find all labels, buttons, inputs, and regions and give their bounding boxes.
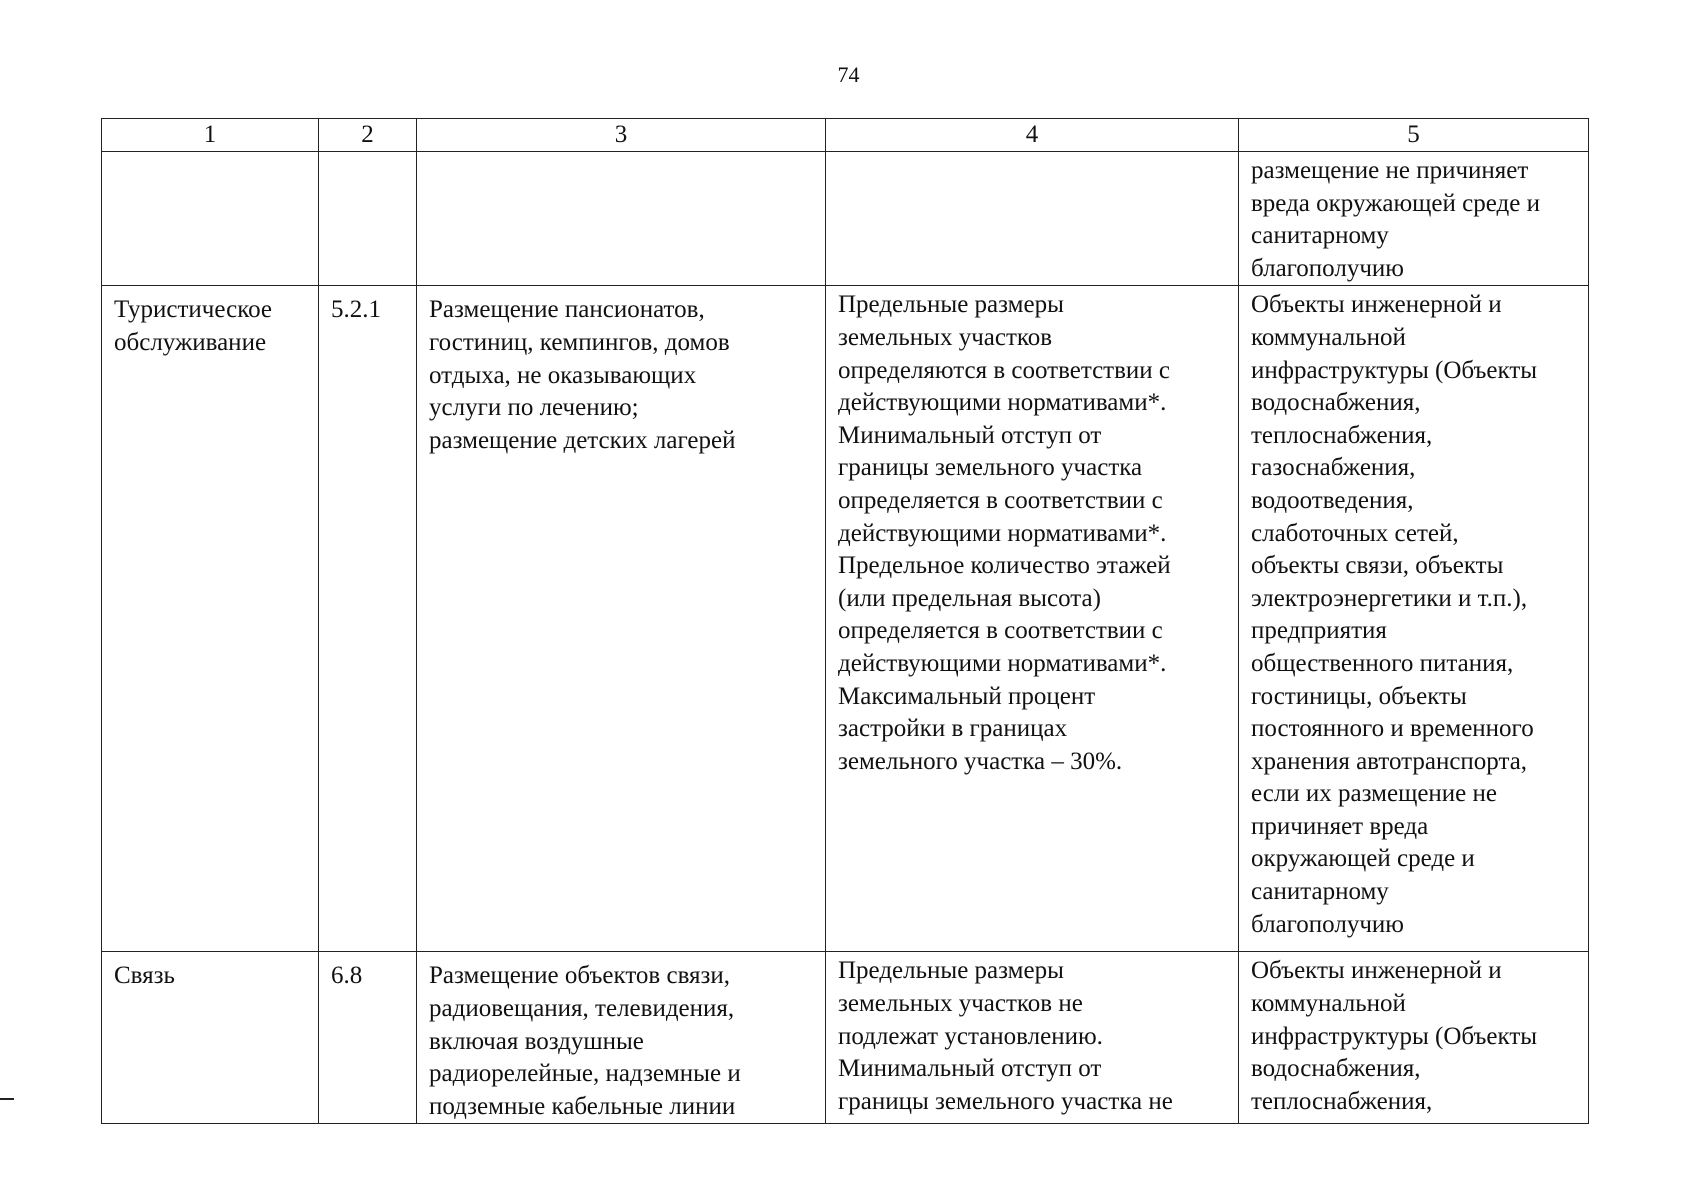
table-row [102, 952, 1589, 1124]
text-line: окружающей среде и [1251, 845, 1475, 873]
text-line: инфраструктуры (Объекты [1251, 356, 1538, 384]
cell-description [417, 152, 826, 286]
text-line: Максимальный процент [838, 682, 1096, 710]
cell-code: 5.2.1 [319, 286, 417, 952]
text-line: благополучию [1251, 254, 1404, 282]
text-line: благополучию [1251, 910, 1404, 938]
text-line: границы земельного участка не [838, 1087, 1173, 1115]
cell-auxiliary [1239, 286, 1589, 952]
text-line: постоянного и временного [1251, 715, 1534, 743]
column-header-2: 2 [319, 119, 417, 152]
cell-name [102, 152, 319, 286]
cell-code [319, 152, 417, 286]
text-line: радиорелейные, надземные и [429, 1060, 741, 1088]
text-line: газоснабжения, [1251, 454, 1416, 482]
column-header-5: 5 [1239, 119, 1589, 152]
cell-description [417, 286, 826, 952]
text-line: предприятия [1251, 617, 1387, 645]
text-line: радиовещания, телевидения, [429, 994, 735, 1022]
text-line: размещение не причиняет [1251, 157, 1529, 184]
text-line: теплоснабжения, [1251, 421, 1433, 449]
text-line: земельных участков не [838, 989, 1083, 1017]
text-line: Предельное количество этажей [838, 552, 1171, 580]
land-use-table [101, 118, 1589, 1124]
text-line: коммунальной [1251, 989, 1406, 1017]
text-line: инфраструктуры (Объекты [1251, 1022, 1538, 1050]
text-line: размещение детских лагерей [429, 426, 736, 454]
text-line: определяется в соответствии с [838, 617, 1163, 645]
text-line: земельных участков [838, 323, 1053, 351]
text-line: Размещение объектов связи, [429, 962, 731, 990]
text-line: водоснабжения, [1251, 389, 1421, 417]
text-line: границы земельного участка [838, 454, 1143, 482]
text-line: вреда окружающей среде и [1251, 189, 1540, 217]
text-line: обслуживание [114, 328, 267, 356]
cell-parameters [826, 952, 1239, 1124]
text-line: определяются в соответствии с [838, 356, 1171, 384]
cell-auxiliary [1239, 152, 1589, 286]
text-line: если их размещение не [1251, 780, 1498, 808]
text-line: водоснабжения, [1251, 1055, 1421, 1083]
column-header-4: 4 [826, 119, 1239, 152]
cell-description [417, 952, 826, 1124]
text-line: отдыха, не оказывающих [429, 361, 697, 389]
cell-code: 6.8 [319, 952, 417, 1124]
text-line: застройки в границах [838, 715, 1068, 743]
text-line: Минимальный отступ от [838, 1055, 1102, 1083]
page-number: 74 [837, 62, 860, 87]
text-line: причиняет вреда [1251, 812, 1429, 840]
table-header-row [102, 119, 1589, 152]
text-line: коммунальной [1251, 323, 1406, 351]
text-line: Размещение пансионатов, [429, 296, 705, 324]
margin-mark [0, 1098, 14, 1100]
text-line: услуги по лечению; [429, 394, 639, 422]
text-line: Связь [114, 962, 175, 990]
cell-name [102, 952, 319, 1124]
text-line: Минимальный отступ от [838, 421, 1102, 449]
cell-parameters [826, 286, 1239, 952]
cell-auxiliary [1239, 952, 1589, 1124]
column-header-3: 3 [417, 119, 826, 152]
text-line: водоотведения, [1251, 486, 1414, 514]
text-line: действующими нормативами*. [838, 649, 1167, 677]
text-line: действующими нормативами*. [838, 519, 1167, 547]
text-line: включая воздушные [429, 1027, 644, 1055]
text-line: Предельные размеры [838, 291, 1064, 319]
text-line: электроэнергетики и т.п.), [1251, 584, 1528, 612]
table-row [102, 152, 1589, 286]
cell-parameters [826, 152, 1239, 286]
text-line: Объекты инженерной и [1251, 957, 1502, 985]
text-line: действующими нормативами*. [838, 389, 1167, 417]
text-line: подземные кабельные линии [429, 1092, 736, 1120]
table-row [102, 286, 1589, 952]
text-line: санитарному [1251, 878, 1389, 906]
cell-name [102, 286, 319, 952]
text-line: (или предельная высота) [838, 584, 1101, 612]
text-line: Туристическое [114, 296, 272, 324]
column-header-1: 1 [102, 119, 319, 152]
text-line: Объекты инженерной и [1251, 291, 1502, 319]
text-line: гостиниц, кемпингов, домов [429, 328, 730, 356]
text-line: общественного питания, [1251, 649, 1514, 677]
text-line: теплоснабжения, [1251, 1087, 1433, 1115]
text-line: санитарному [1251, 222, 1389, 250]
text-line: определяется в соответствии с [838, 486, 1163, 514]
text-line: слаботочных сетей, [1251, 519, 1459, 547]
text-line: подлежат установлению. [838, 1022, 1103, 1050]
text-line: хранения автотранспорта, [1251, 747, 1528, 775]
text-line: гостиницы, объекты [1251, 682, 1467, 710]
text-line: объекты связи, объекты [1251, 552, 1504, 580]
text-line: земельного участка – 30%. [838, 747, 1123, 775]
text-line: Предельные размеры [838, 957, 1064, 985]
